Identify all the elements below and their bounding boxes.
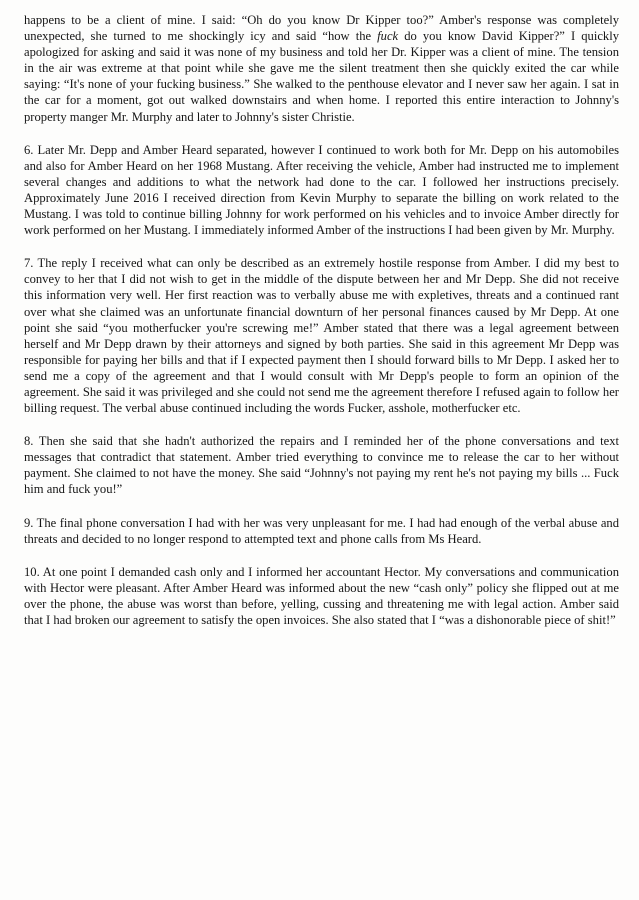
paragraph-6: 6. Later Mr. Depp and Amber Heard separated, however I continued to work both for Mr. Depp on his automobiles and also for Amber Heard on her 1968 Mustang. After receiving the vehicle, Amber had instructed me to implement several changes and additions to what the network had done to the car. I followed her instructions precisely. Approximately June 2016 I received direction from Kevin Murphy to separate the billing on work related to the Mustang. I was told to continue billing Johnny for work performed on his vehicles and to invoice Amber directly for work performed on her Mustang. I immediately informed Amber of the instructions I had been given by Mr. Murphy. xyxy=(24,142,619,238)
paragraph-8: 8. Then she said that she hadn't authorized the repairs and I reminded her of the phone conversations and text messages that contradict that statement. Amber tried everything to convince me to release the car to her without payment. She claimed to not have the money. She said “Johnny's not paying my rent he's not paying my bills ... Fuck him and fuck you!” xyxy=(24,434,619,497)
emphasized-word: fuck xyxy=(377,29,399,44)
paragraph-10: 10. At one point I demanded cash only and I informed her accountant Hector. My conversations and communication with Hector were pleasant. After Amber Heard was informed about the new “cash only” policy she flipped out at me over the phone, the abuse was worst than before, yelling, cussing and threatening me with legal action. Amber said that I had broken our agreement to satisfy the open invoices. She also stated that I “was a dishonorable piece of shit!” xyxy=(24,564,619,627)
paragraph-7: 7. The reply I received what can only be described as an extremely hostile response from Amber. I did my best to convey to her that I did not wish to get in the middle of the dispute between her and Mr Depp. She did not receive this information very well. Her first reaction was to verbally abuse me with expletives, threats and a continued rant over what she claimed was an unfortunate financial downturn of her personal finances caused by Mr Depp. At one point she said “you motherfucker you're screwing me!” Amber stated that there was a legal agreement between herself and Mr Depp drawn by their attorneys and signed by both parties. She said in this agreement Mr Depp was responsible for paying her bills and that if I expected payment then I should forward bills to Mr Depp. I asked her to send me a copy of the agreement and that I would consult with Mr Depp's people to form an opinion of the agreement. She said it was privileged and she could not send me the agreement therefore I refused again to follow her billing request. The verbal abuse continued including the words Fucker, asshole, motherfucker etc. xyxy=(24,256,619,416)
paragraph-continuation: happens to be a client of mine. I said: “Oh do you know Dr Kipper too?” Amber's response was completely unexpected, she turned to me shockingly icy and said “how the fuck do you know David Kipper?” I quickly apologized for asking and said it was none of my business and told her Dr. Kipper was a client of mine. The tension in the air was extreme at that point while she gave me the silent treatment then she quickly exited the car while saying: “It's none of your fucking business.” She walked to the penthouse elevator and I never saw her again. I sat in the car for a moment, got out walked downstairs and when home. I reported this entire interaction to Johnny's property manger Mr. Murphy and later to Johnny's sister Christie. xyxy=(24,13,619,124)
paragraph-9: 9. The final phone conversation I had with her was very unpleasant for me. I had had enough of the verbal abuse and threats and decided to no longer respond to attempted text and phone calls from Ms Heard. xyxy=(24,515,619,546)
